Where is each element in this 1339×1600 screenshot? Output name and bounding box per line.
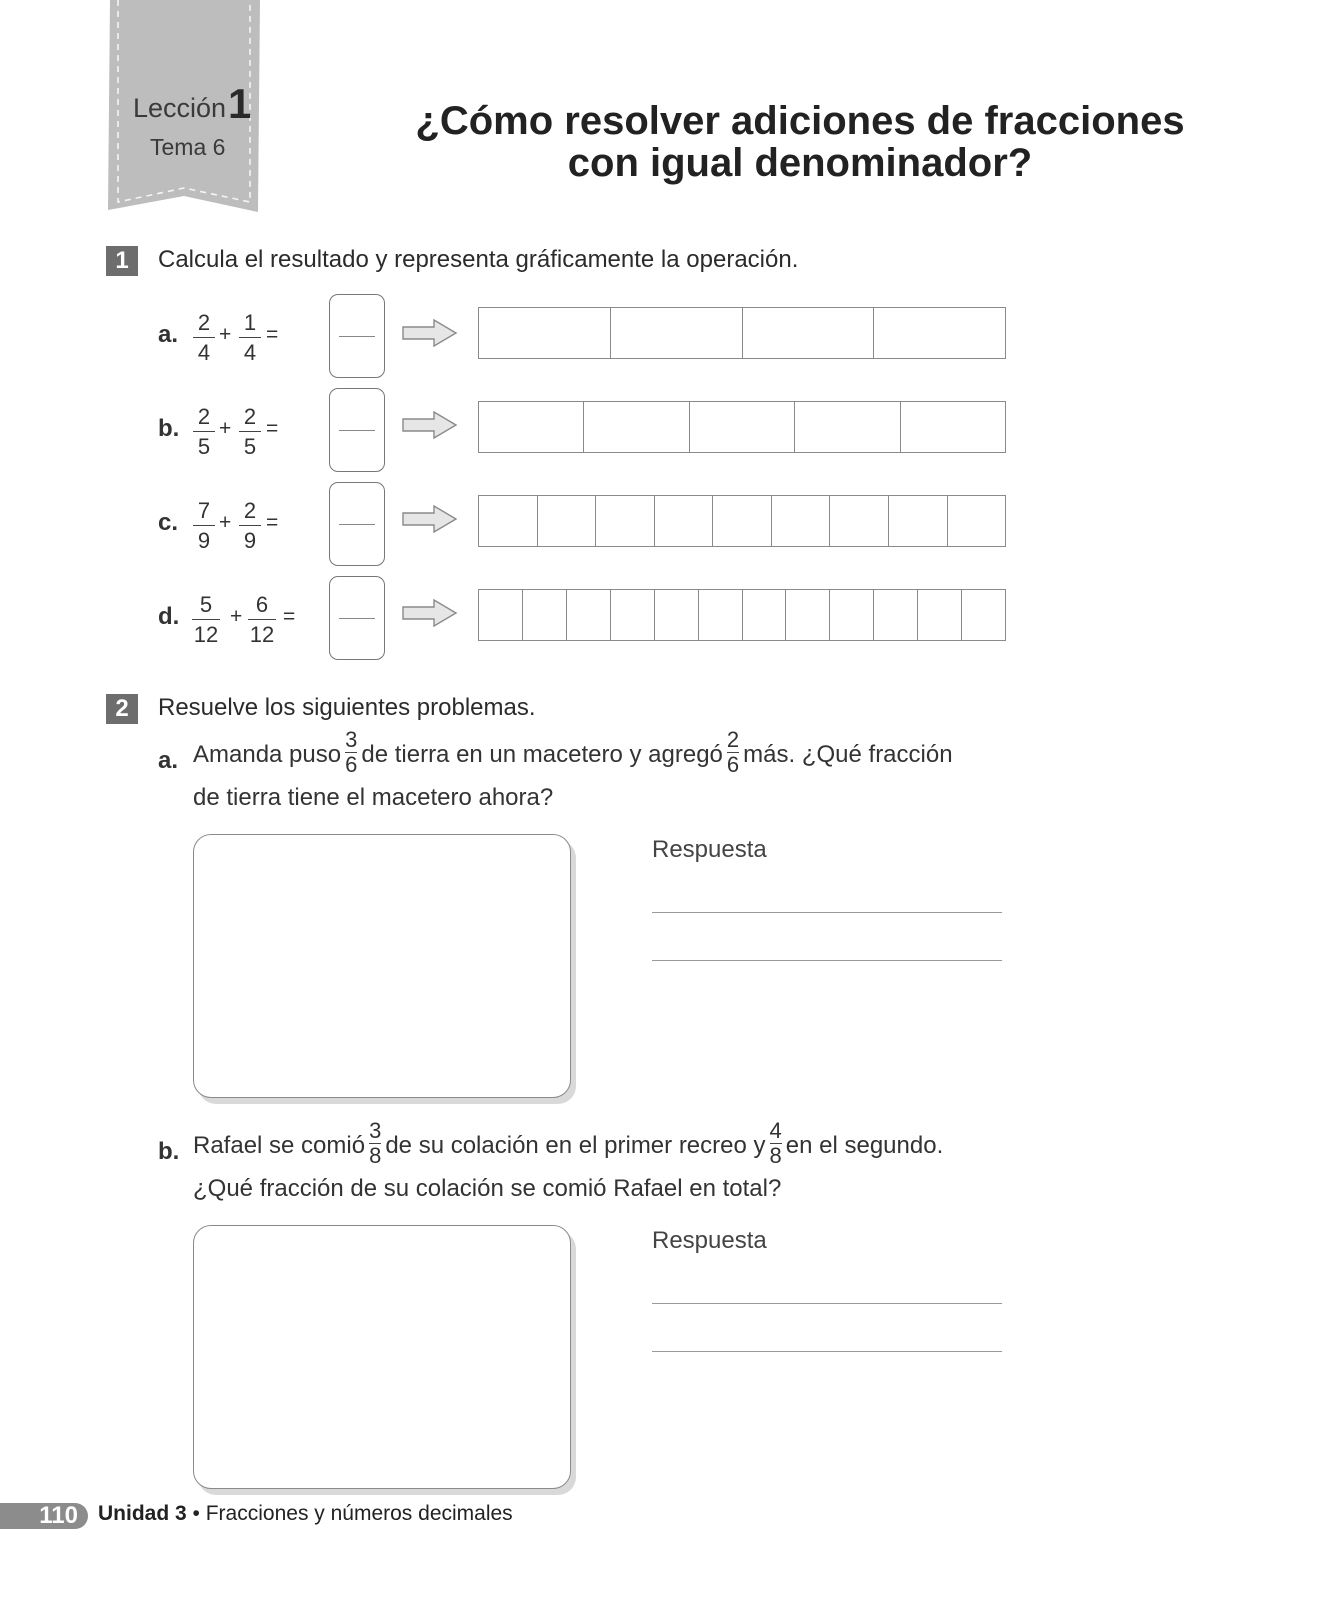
problem-b-text xyxy=(193,1118,1053,1168)
answer-line[interactable] xyxy=(652,1303,1002,1304)
bar-part[interactable] xyxy=(655,496,714,546)
unit-label: Unidad 3 xyxy=(98,1502,187,1525)
bar-part[interactable] xyxy=(772,496,831,546)
bar-part[interactable] xyxy=(479,590,523,640)
denominator: 6 xyxy=(345,752,358,777)
bar-part[interactable] xyxy=(479,402,584,452)
work-box-b[interactable] xyxy=(193,1225,571,1489)
footer-bullet: • xyxy=(192,1502,200,1525)
topic-label: Tema 6 xyxy=(150,134,226,160)
problem-text-part: Amanda puso xyxy=(193,740,342,768)
inline-fraction xyxy=(727,728,739,777)
numerator: 5 xyxy=(199,592,213,617)
denominator: 9 xyxy=(197,528,211,553)
bar-part[interactable] xyxy=(786,590,830,640)
item-d-fraction-1 xyxy=(192,591,220,648)
equals-sign: = xyxy=(266,417,279,440)
page-title xyxy=(300,100,1300,184)
numerator: 7 xyxy=(197,498,211,523)
item-b-fraction-2 xyxy=(239,403,261,460)
bar-part[interactable] xyxy=(523,590,567,640)
numerator: 2 xyxy=(243,498,257,523)
denominator: 6 xyxy=(726,752,740,777)
answer-box-a[interactable] xyxy=(329,294,385,378)
numerator: 2 xyxy=(726,727,740,752)
answer-line[interactable] xyxy=(652,960,1002,961)
answer-label-a: Respuesta xyxy=(652,836,767,863)
problem-text-part: Rafael se comió xyxy=(193,1131,366,1159)
bar-part[interactable] xyxy=(584,402,689,452)
bar-part[interactable] xyxy=(889,496,948,546)
lesson-label: Lección xyxy=(133,93,227,123)
bar-part[interactable] xyxy=(918,590,962,640)
problem-text-part: de su colación en el primer recreo y xyxy=(385,1131,766,1159)
numerator: 3 xyxy=(345,727,358,752)
denominator: 8 xyxy=(369,1143,382,1168)
bar-part[interactable] xyxy=(713,496,772,546)
numerator: 2 xyxy=(197,404,211,429)
item-a-fraction-1 xyxy=(193,309,215,366)
numerator: 6 xyxy=(255,592,269,617)
plus-sign: + xyxy=(219,417,232,440)
numerator: 4 xyxy=(769,1118,782,1143)
item-a-fraction-2 xyxy=(239,309,261,366)
answer-label-b: Respuesta xyxy=(652,1227,767,1254)
bar-part[interactable] xyxy=(699,590,743,640)
bar-part[interactable] xyxy=(690,402,795,452)
problem-a-text-line-2: de tierra tiene el macetero ahora? xyxy=(193,784,554,811)
numerator: 2 xyxy=(197,310,211,335)
exercise-1-instruction: Calcula el resultado y representa gráficamente la operación. xyxy=(158,246,799,273)
denominator: 5 xyxy=(197,434,211,459)
answer-line[interactable] xyxy=(652,1351,1002,1352)
arrow-icon xyxy=(402,505,458,533)
bar-part[interactable] xyxy=(596,496,655,546)
bar-part[interactable] xyxy=(479,308,611,358)
bar-part[interactable] xyxy=(655,590,699,640)
denominator: 4 xyxy=(197,340,211,365)
item-d-fraction-2 xyxy=(248,591,276,648)
answer-line[interactable] xyxy=(652,912,1002,913)
subject-label: Fracciones y números decimales xyxy=(205,1502,513,1525)
item-c-letter: c. xyxy=(158,509,179,536)
answer-box-b[interactable] xyxy=(329,388,385,472)
fraction-bar-a[interactable] xyxy=(478,307,1006,359)
plus-sign: + xyxy=(219,323,232,346)
problem-a-text xyxy=(193,727,1053,777)
bar-part[interactable] xyxy=(743,590,787,640)
item-b-fraction-1 xyxy=(193,403,215,460)
arrow-icon xyxy=(402,599,458,627)
bar-part[interactable] xyxy=(538,496,597,546)
plus-sign: + xyxy=(230,605,243,628)
lesson-number: 1 xyxy=(228,80,252,127)
title-line-1: ¿Cómo resolver adiciones de fracciones xyxy=(415,99,1185,143)
fraction-bar-d[interactable] xyxy=(478,589,1006,641)
bar-part[interactable] xyxy=(611,590,655,640)
equals-sign: = xyxy=(266,323,279,346)
fraction-bar-b[interactable] xyxy=(478,401,1006,453)
bar-part[interactable] xyxy=(830,590,874,640)
bar-part[interactable] xyxy=(743,308,875,358)
numerator: 1 xyxy=(243,310,257,335)
problem-b-letter: b. xyxy=(158,1138,180,1165)
item-b-letter: b. xyxy=(158,415,180,442)
arrow-icon xyxy=(402,411,458,439)
problem-b-text-line-2: ¿Qué fracción de su colación se comió Rafael en total? xyxy=(193,1175,782,1202)
denominator: 5 xyxy=(243,434,257,459)
equals-sign: = xyxy=(266,511,279,534)
denominator: 12 xyxy=(249,622,275,647)
answer-box-d[interactable] xyxy=(329,576,385,660)
item-d-letter: d. xyxy=(158,603,180,630)
equals-sign: = xyxy=(283,605,296,628)
item-c-fraction-1 xyxy=(193,497,215,554)
inline-fraction xyxy=(369,1119,381,1168)
bar-part[interactable] xyxy=(962,590,1005,640)
bar-part[interactable] xyxy=(874,308,1005,358)
bar-part[interactable] xyxy=(795,402,900,452)
item-a-letter: a. xyxy=(158,321,179,348)
arrow-icon xyxy=(402,319,458,347)
bar-part[interactable] xyxy=(830,496,889,546)
plus-sign: + xyxy=(219,511,232,534)
answer-box-c[interactable] xyxy=(329,482,385,566)
work-box-a[interactable] xyxy=(193,834,571,1098)
bar-part[interactable] xyxy=(901,402,1005,452)
bar-part[interactable] xyxy=(479,496,538,546)
inline-fraction xyxy=(345,728,357,777)
bar-part[interactable] xyxy=(874,590,918,640)
numerator: 2 xyxy=(243,404,257,429)
bar-part[interactable] xyxy=(948,496,1006,546)
bar-part[interactable] xyxy=(611,308,743,358)
bar-part[interactable] xyxy=(567,590,611,640)
denominator: 4 xyxy=(243,340,257,365)
title-line-2: con igual denominador? xyxy=(567,141,1033,185)
inline-fraction xyxy=(770,1119,782,1168)
footer-text xyxy=(98,1502,513,1526)
numerator: 3 xyxy=(369,1118,382,1143)
problem-a-letter: a. xyxy=(158,747,179,774)
exercise-1-number: 1 xyxy=(106,246,138,276)
denominator: 12 xyxy=(193,622,219,647)
item-c-fraction-2 xyxy=(239,497,261,554)
problem-text-part: más. ¿Qué fracción xyxy=(743,740,953,768)
fraction-bar-c[interactable] xyxy=(478,495,1006,547)
denominator: 9 xyxy=(243,528,257,553)
problem-text-part: de tierra en un macetero y agregó xyxy=(361,740,723,768)
denominator: 8 xyxy=(769,1143,782,1168)
problem-text-part: en el segundo. xyxy=(785,1131,944,1159)
exercise-2-instruction: Resuelve los siguientes problemas. xyxy=(158,694,536,721)
page-number: 110 xyxy=(0,1503,88,1529)
exercise-2-number: 2 xyxy=(106,694,138,724)
